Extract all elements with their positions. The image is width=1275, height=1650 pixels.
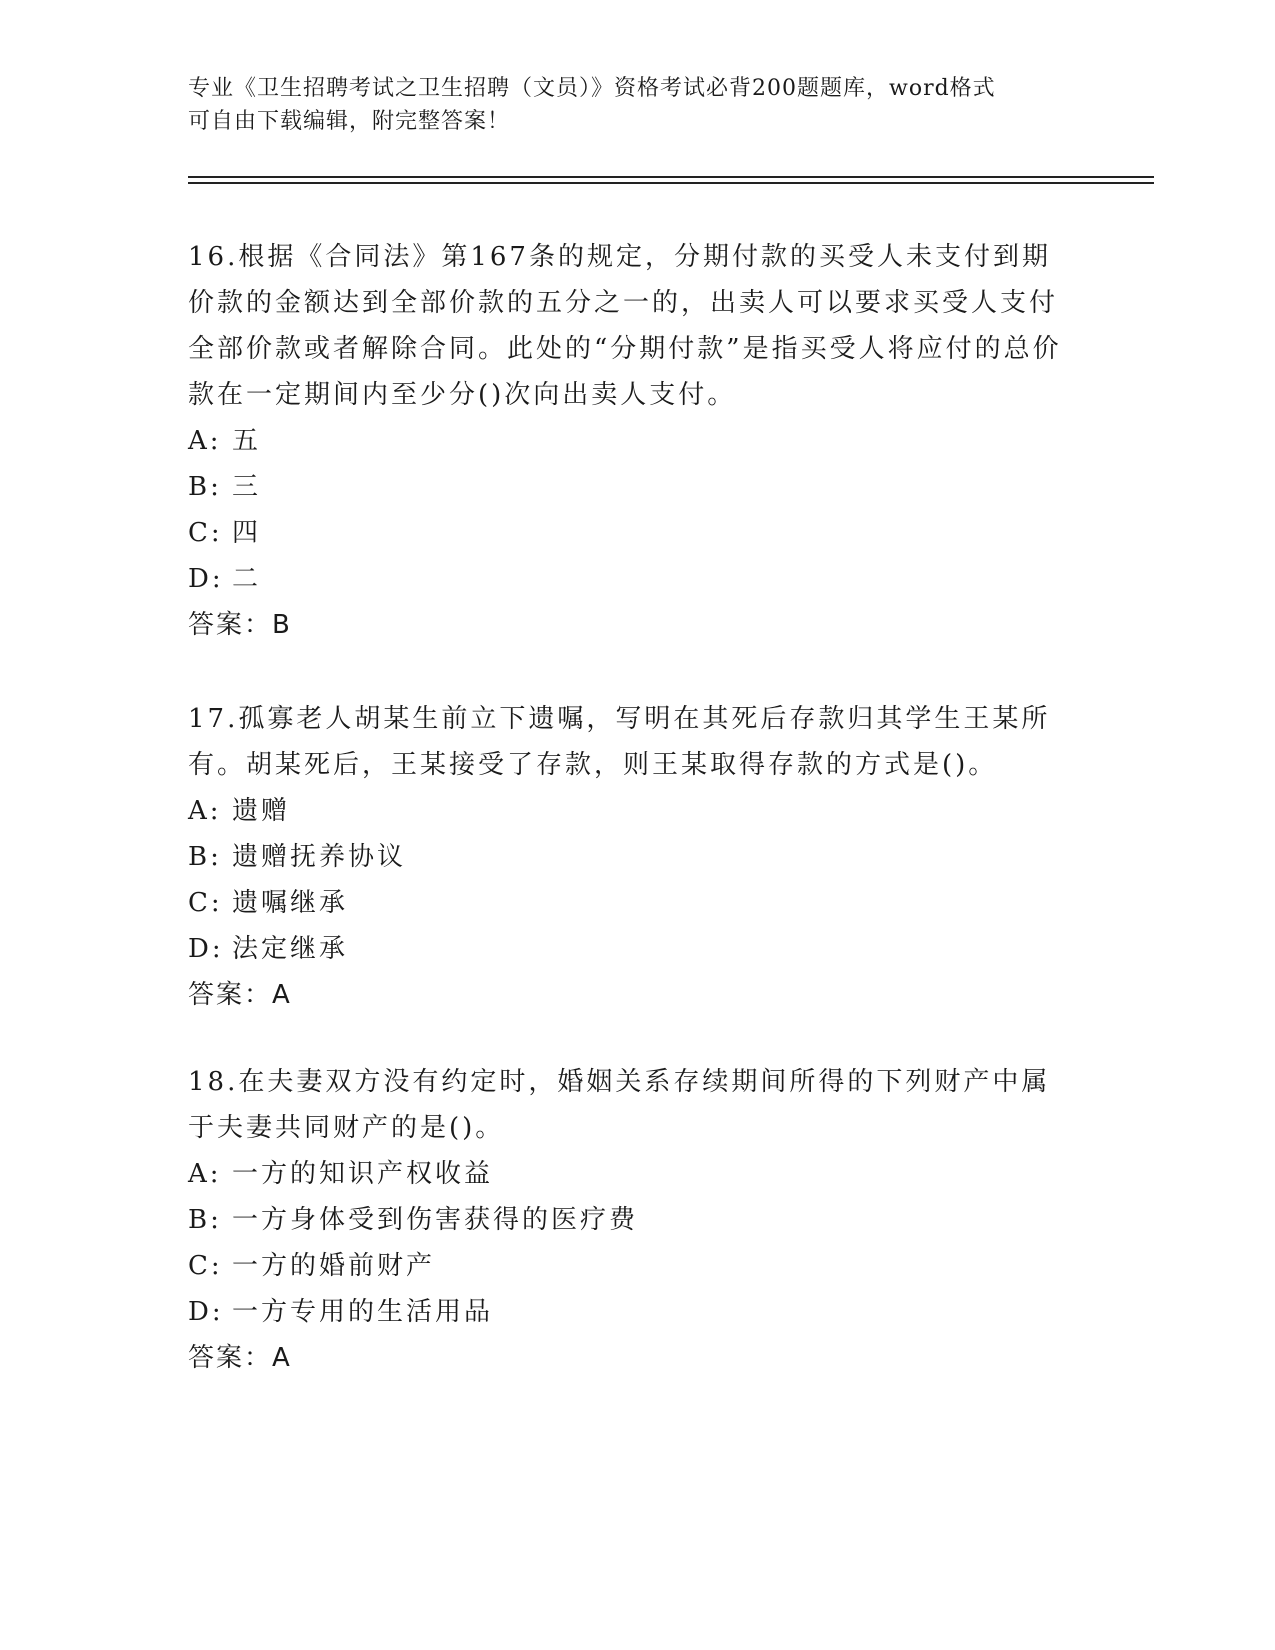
option-letter: D: [188,1297,224,1327]
option-text: 二 [232,564,262,594]
answer-line: 答案：A [188,1343,292,1373]
question-stem: 18.在夫妻双方没有约定时，婚姻关系存续期间所得的下列财产中属于夫妻共同财产的是()。 [188,1067,1051,1143]
option-c [188,1243,1078,1289]
option-letter: B: [188,1205,222,1235]
option-letter: A: [188,796,222,826]
option-d [188,926,1078,972]
option-letter: C: [188,518,223,548]
option-text: 遗嘱继承 [232,888,349,918]
question-stem: 17.孤寡老人胡某生前立下遗嘱，写明在其死后存款归其学生王某所有。胡某死后，王某接受了存款，则王某取得存款的方式是()。 [188,704,1051,780]
option-a [188,1151,1078,1197]
option-c [188,510,1078,556]
option-c [188,880,1078,926]
header-line-2: 可自由下载编辑，附完整答案！ [188,109,511,134]
option-text: 一方的知识产权收益 [232,1159,494,1189]
question-18 [188,1059,1078,1381]
option-letter: B: [188,472,222,502]
header-divider-bottom [188,182,1154,184]
option-letter: C: [188,1251,223,1281]
answer-line: 答案：B [188,610,292,640]
option-text: 遗赠 [232,796,291,826]
option-letter: B: [188,842,222,872]
option-text: 三 [232,472,262,502]
option-b [188,834,1078,880]
option-d [188,556,1078,602]
question-17 [188,696,1078,1018]
option-text: 五 [232,426,262,456]
option-a [188,418,1078,464]
option-text: 四 [232,518,262,548]
question-16 [188,234,1078,648]
question-stem: 16.根据《合同法》第167条的规定，分期付款的买受人未支付到期价款的金额达到全部价款的五分之一的，出卖人可以要求买受人支付全部价款或者解除合同。此处的“分期付款”是指买受人将应付的总价款在一定期间内至少分()次向出卖人支付。 [188,242,1062,410]
option-b [188,1197,1078,1243]
option-letter: A: [188,1159,222,1189]
option-text: 一方的婚前财产 [232,1251,436,1281]
option-b [188,464,1078,510]
header-divider-top [188,176,1154,178]
answer-line: 答案：A [188,980,292,1010]
option-a [188,788,1078,834]
document-header [188,72,1068,138]
option-text: 一方身体受到伤害获得的医疗费 [232,1205,639,1235]
option-text: 法定继承 [232,934,349,964]
option-d [188,1289,1078,1335]
option-letter: A: [188,426,222,456]
option-letter: C: [188,888,223,918]
option-text: 一方专用的生活用品 [232,1297,494,1327]
option-letter: D: [188,564,224,594]
option-letter: D: [188,934,224,964]
header-line-1: 专业《卫生招聘考试之卫生招聘（文员）》资格考试必背200题题库，word格式 [188,76,996,101]
option-text: 遗赠抚养协议 [232,842,407,872]
